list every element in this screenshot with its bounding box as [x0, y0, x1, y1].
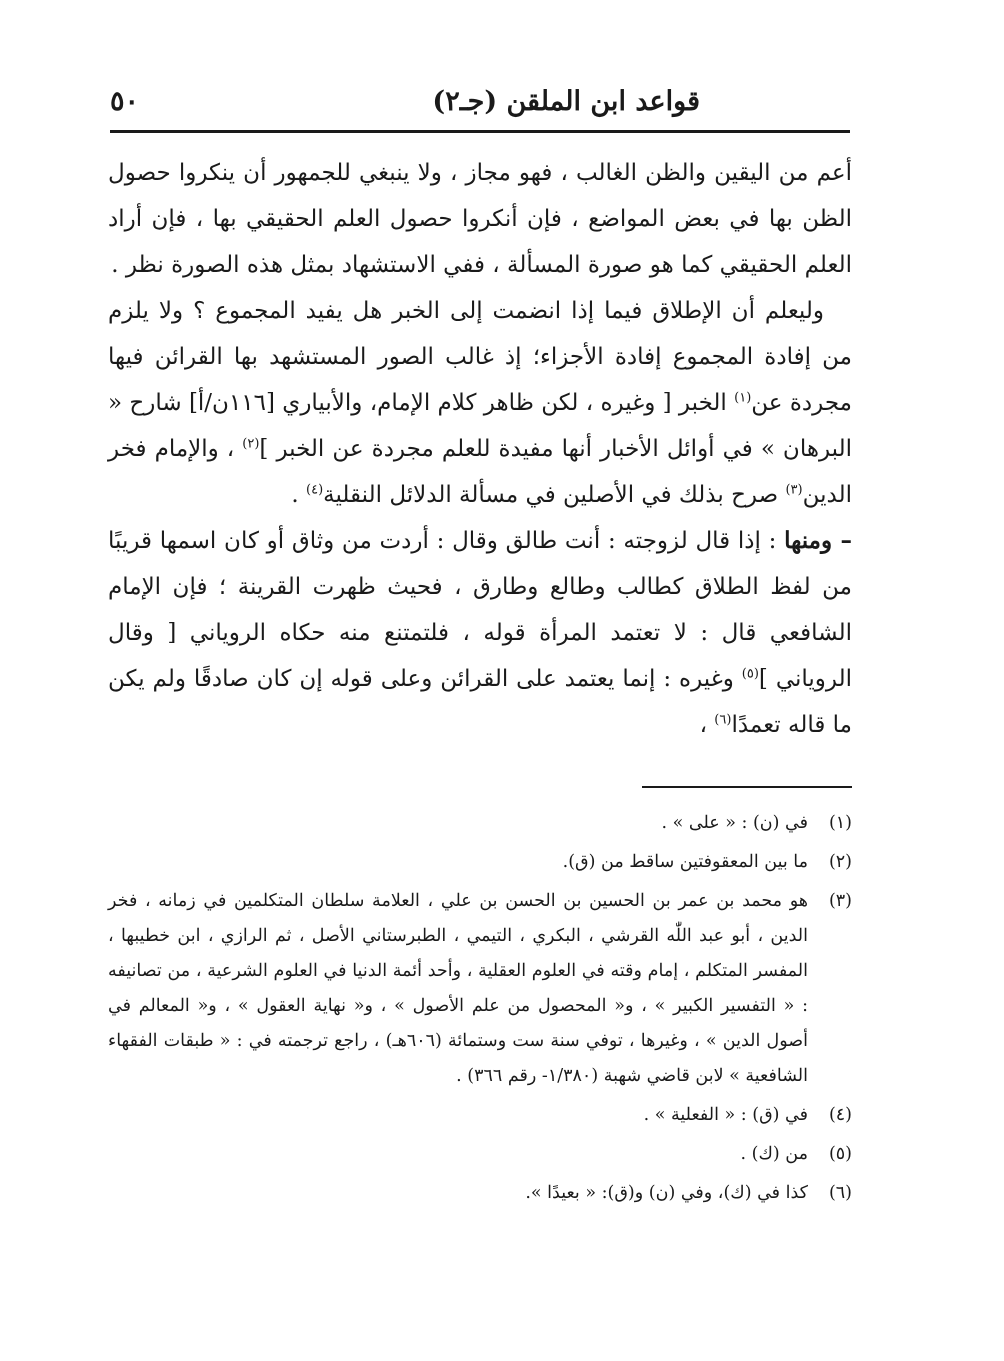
paragraph-3-lead: – ومنها	[784, 527, 853, 554]
main-text	[108, 150, 852, 748]
paragraph-2-part-1: وليعلم أن الإطلاق فيما إذا انضمت إلى الخبر هل يفيد المجموع ؟ ولا يلزم من إفادة المجموع إفادة الأجزاء؛ إذ غالب الصور المستشهد بها القرائن فيها مجردة عن	[108, 298, 852, 416]
footnote-text: في (ق) : « الفعلية » .	[643, 1105, 808, 1125]
paragraph-2	[108, 288, 852, 518]
header-divider	[110, 130, 850, 133]
footnote-text: في (ن) : « على » .	[661, 813, 808, 833]
footnote-ref-3[interactable]: (٣)	[785, 482, 803, 498]
book-title: قواعد ابن الملقن (جـ٢)	[432, 86, 700, 117]
paragraph-1: أعم من اليقين والظن الغالب ، فهو مجاز ، ولا ينبغي للجمهور أن ينكروا حصول الظن بها في بعض المواضع ، فإن أنكروا حصول العلم الحقيقي بها ، فإن أراد العلم الحقيقي كما هو صورة المسألة ، ففي الاستشهاد بمثل هذه الصورة نظر .	[108, 160, 852, 278]
paragraph-3-part-1: : إذا قال لزوجته : أنت طالق وقال : أردت من وثاق أو كان اسمها قريبًا من لفظ الطلاق كطالب وطالع وطارق ، فحيث ظهرت القرينة ؛ فإن الإمام الشافعي قال : لا تعتمد المرأة قوله ، فلتمتنع منه حكاه الروياني [ وقال الروياني ]	[108, 528, 852, 692]
footnote-1	[108, 806, 852, 841]
paragraph-2-part-3: ، والإمام فخر الدين	[108, 436, 852, 508]
footnote-text: كذا في (ك)، وفي (ن) و(ق): « بعيدًا ».	[525, 1183, 808, 1203]
paragraph-3	[108, 518, 852, 748]
footnote-number: (٥)	[828, 1144, 852, 1164]
footnotes	[108, 806, 852, 1215]
footnote-3	[108, 884, 852, 1094]
footnote-number: (١)	[828, 813, 852, 833]
paragraph-2-part-4: صرح بذلك في الأصلين في مسألة الدلائل النقلية	[323, 482, 786, 508]
footnote-number: (٤)	[828, 1105, 852, 1125]
footnote-4	[108, 1098, 852, 1133]
page-number: ٥٠	[110, 86, 140, 117]
footnote-divider	[642, 786, 852, 788]
footnote-number: (٦)	[828, 1183, 852, 1203]
footnote-ref-4[interactable]: (٤)	[306, 482, 324, 498]
footnote-ref-5[interactable]: (٥)	[741, 666, 759, 682]
paragraph-3-part-3: ،	[699, 712, 715, 738]
footnote-text: هو محمد بن عمر بن الحسين بن الحسن بن علي ، العلامة سلطان المتكلمين في زمانه ، فخر الدين ، أبو عبد اللّٰه القرشي ، البكري ، التيمي ، الطبرستاني الأصل ، ثم الرازي ، ابن خطيبها ، المفسر المتكلم ، إمام وقته في العلوم العقلية ، وأحد أئمة الدنيا في العلوم الشرعية ، من تصانيفه : « التفسير الكبير » ، و« المحصول من علم الأصول » ، و« نهاية العقول » ، و« المعالم في أصول الدين » ، وغيرها ، توفي سنة ست وستمائة (٦٠٦هـ) ، راجع ترجمته في : « طبقات الفقهاء الشافعية » لابن قاضي شهبة (١/٣٨٠- رقم ٣٦٦) .	[108, 891, 808, 1086]
footnote-5	[108, 1137, 852, 1172]
footnote-number: (٣)	[828, 891, 852, 911]
footnote-text: ما بين المعقوفتين ساقط من (ق).	[562, 852, 808, 872]
paragraph-2-part-2: الخبر [ وغيره ، لكن ظاهر كلام الإمام، والأبياري [١١٦ن/أ] شارح « البرهان » في أوائل الأخبار أنها مفيدة للعلم مجردة عن الخبر ]	[108, 390, 852, 462]
footnote-ref-2[interactable]: (٢)	[242, 436, 260, 452]
footnote-ref-6[interactable]: (٦)	[714, 712, 732, 728]
footnote-6	[108, 1176, 852, 1211]
footnote-number: (٢)	[828, 852, 852, 872]
footnote-ref-1[interactable]: (١)	[734, 390, 752, 406]
paragraph-3-part-2: وغيره : إنما يعتمد على القرائن وعلى قوله إن كان صادقًا ولم يكن ما قاله تعمدًا	[108, 666, 852, 738]
footnote-text: من (ك) .	[740, 1144, 808, 1164]
footnote-2	[108, 845, 852, 880]
paragraph-2-part-5: .	[291, 482, 307, 508]
page-header	[110, 82, 850, 122]
